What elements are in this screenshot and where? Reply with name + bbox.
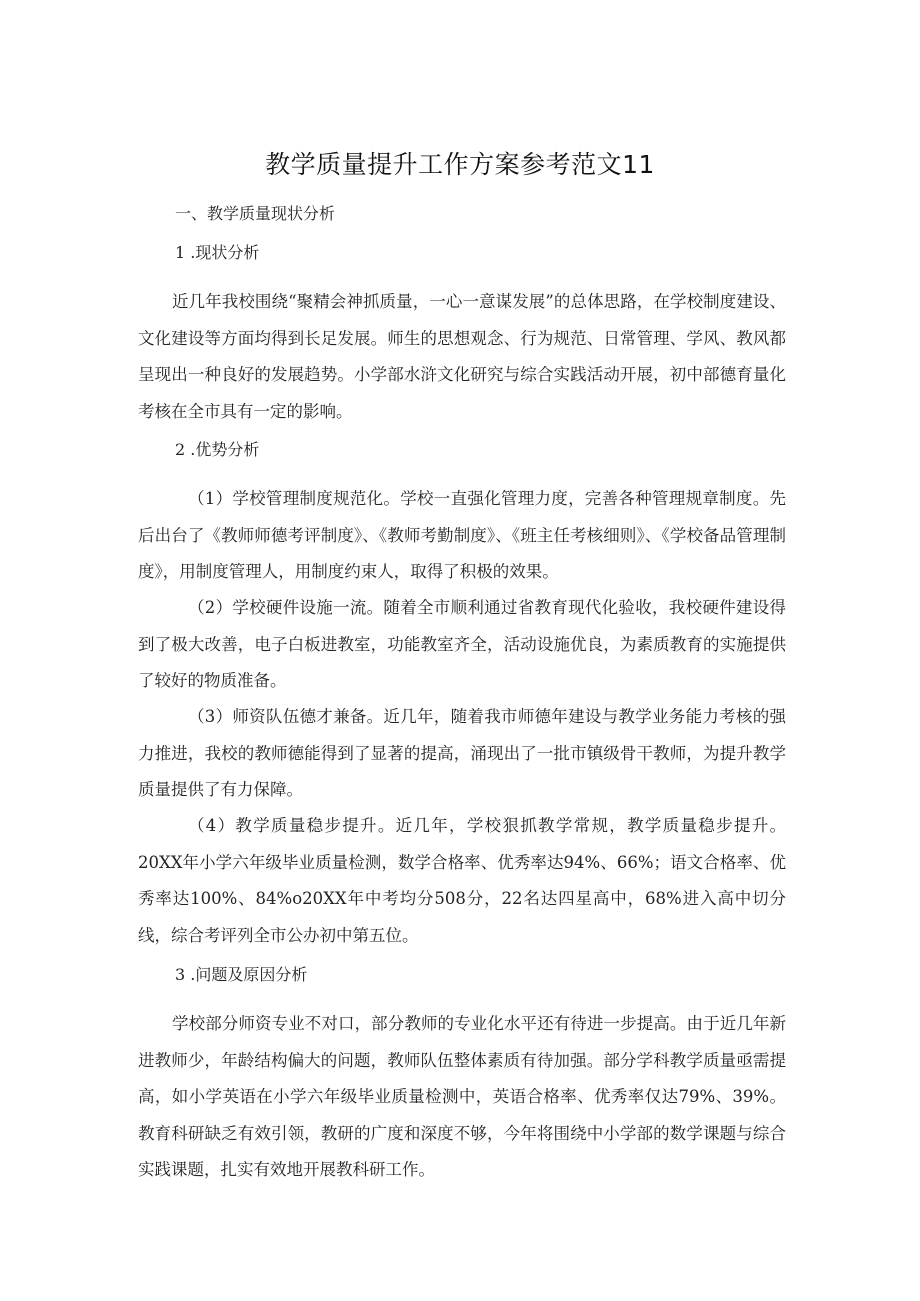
subsection-heading-status: 1 .现状分析 [175,243,260,262]
document-title: 教学质量提升工作方案参考范文11 [265,150,655,179]
paragraph-problems: 学校部分师资专业不对口，部分教师的专业化水平还有待进一步提高。由于近几年新进教师少，年龄结构偏大的问题，教师队伍整体素质有待加强。部分学科教学质量亟需提高，如小学英语在小学六年级毕业质量检测中，英语合格率、优秀率仅达79%、39%。教育科研缺乏有效引领，教研的广度和深度不够，今年将围绕中小学部的数学课题与综合实践课题，扎实有效地开展教科研工作。 [138,1014,786,1179]
paragraph-status: 近几年我校围绕“聚精会神抓质量，一心一意谋发展”的总体思路，在学校制度建设、文化建设等方面均得到长足发展。师生的思想观念、行为规范、日常管理、学风、教风都呈现出一种良好的发展趋势。小学部水浒文化研究与综合实践活动开展，初中部德育量化考核在全市具有一定的影响。 [138,292,786,421]
subsection-heading-problems: 3 .问题及原因分析 [175,965,308,984]
paragraph-advantage-2: （2）学校硬件设施一流。随着全市顺利通过省教育现代化验收，我校硬件建设得到了极大改善，电子白板进教室，功能教室齐全，活动设施优良，为素质教育的实施提供了较好的物质准备。 [138,598,786,690]
paragraph-advantage-3: （3）师资队伍德才兼备。近几年，随着我市师德年建设与教学业务能力考核的强力推进，我校的教师德能得到了显著的提高，涌现出了一批市镇级骨干教师，为提升教学质量提供了有力保障。 [138,707,786,799]
subsection-heading-advantages: 2 .优势分析 [175,440,260,459]
paragraph-advantage-4: （4）教学质量稳步提升。近几年，学校狠抓教学常规，教学质量稳步提升。20XX年小学六年级毕业质量检测，数学合格率、优秀率达94%、66%；语文合格率、优秀率达100%、84%o20XX年中考均分508分，22名达四星高中，68%进入高中切分线，综合考评列全市公办初中第五位。 [138,816,786,945]
paragraph-advantage-1: （1）学校管理制度规范化。学校一直强化管理力度，完善各种管理规章制度。先后出台了《教师师德考评制度》、《教师考勤制度》、《班主任考核细则》、《学校备品管理制度》，用制度管理人，用制度约束人，取得了积极的效果。 [138,489,786,581]
section-heading: 一、教学质量现状分析 [175,204,336,223]
